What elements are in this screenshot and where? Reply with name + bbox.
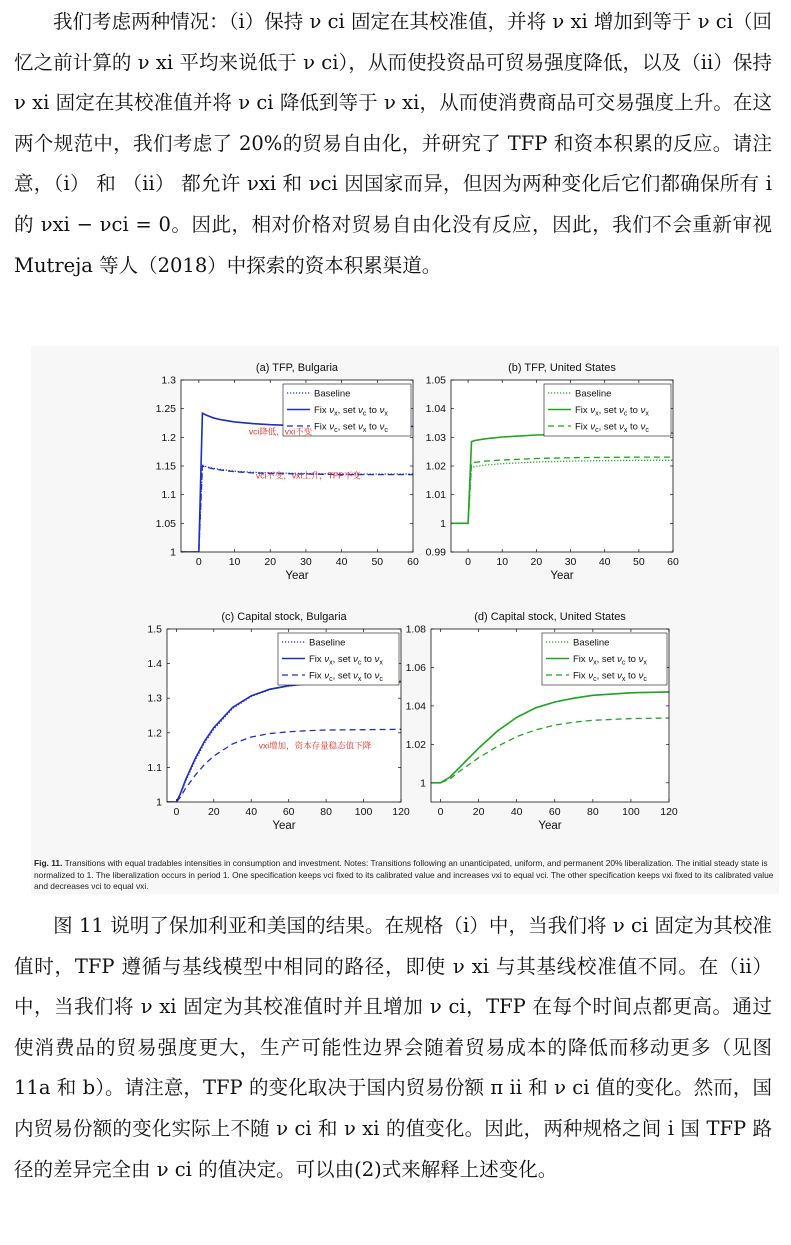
legend-label: Fix $\nu_c$, set $\nu_x$ to $\nu_c$ xyxy=(309,670,383,683)
y-tick-label: 1.06 xyxy=(405,661,426,674)
caption-text: Transitions with equal tradables intensities in consumption and investment. Notes: Transitions following an unanticipated, uniform, and permanent 20% liberalization. The initial steady state is normalized to 1. The liberalization occurs in period 1. One specification keeps νci fixed to its calibrated value and increases νxi to equal νci. The other specification keeps νxi fixed to its calibrated value and decreases νci to equal νxi. xyxy=(34,858,774,891)
y-tick-label: 1.04 xyxy=(405,700,426,713)
chart-panel-4 xyxy=(406,611,678,832)
legend-label: Baseline xyxy=(575,388,612,400)
x-axis-label: Year xyxy=(550,570,574,582)
y-tick-label: 1.1 xyxy=(161,489,176,502)
figure-caption xyxy=(34,858,774,893)
legend xyxy=(544,384,671,436)
x-tick-label: 50 xyxy=(633,556,645,568)
figure-11-charts xyxy=(31,346,779,894)
y-tick-label: 1 xyxy=(156,796,162,809)
legend-label: Fix $\nu_x$, set $\nu_c$ to $\nu_x$ xyxy=(309,654,383,667)
y-tick-label: 1.15 xyxy=(155,460,176,473)
chart-title: (c) Capital stock, Bulgaria xyxy=(221,611,347,623)
body-paragraph-2 xyxy=(14,906,772,1190)
caption-label: Fig. 11. xyxy=(34,858,63,868)
x-tick-label: 100 xyxy=(354,806,373,818)
x-tick-label: 10 xyxy=(228,556,241,568)
annotation-text: vci降低，vxi不变 xyxy=(248,426,313,437)
x-axis-label: Year xyxy=(538,820,562,832)
legend-label: Baseline xyxy=(573,637,610,649)
legend xyxy=(278,633,399,685)
y-tick-label: 1.3 xyxy=(161,374,176,387)
x-tick-label: 60 xyxy=(667,556,679,568)
chart-panel-1 xyxy=(156,362,419,582)
y-tick-label: 1.01 xyxy=(425,489,446,502)
paragraph-2-text: 图 11 说明了保加利亚和美国的结果。在规格（i）中，当我们将 ν ci 固定为其校准值时，TFP 遵循与基线模型中相同的路径，即使 ν xi 与其基线校准值不同。在（ii）中，当我们将 ν xi 固定为其校准值时并且增加 ν ci，TFP 在每个时间点都更高。通过使消费品的贸易强度更大，生产可能性边界会随着贸易成本的降低而移动更多（见图 11a 和 b）。请注意，TFP 的变化取决于国内贸易份额 π ii 和 ν ci 值的变化。然而，国内贸易份额的变化实际上不随 ν ci 和 ν xi 的值变化。因此，两种规格之间 i 国 TFP 路径的差异完全由 ν ci 的值决定。可以由(2)式来解释上述变化。 xyxy=(14,914,772,1181)
paragraph-1-text: 我们考虑两种情况：（i）保持 ν ci 固定在其校准值，并将 ν xi 增加到等于 ν ci（回忆之前计算的 ν xi 平均来说低于 ν ci），从而使投资品可贸易强度降低，以及（ii）保持 ν xi 固定在其校准值并将 ν ci 降低到等于 ν xi，从而使消费商品可交易强度上升。在这两个规范中，我们考虑了 20%的贸易自由化，并研究了 TFP 和资本积累的反应。请注意，（i） 和 （ii） 都允许 νxi 和 νci 因国家而异，但因为两种变化后它们都确保所有 i 的 νxi − νci = 0。因此，相对价格对贸易自由化没有反应，因此，我们不会重新审视 Mutreja 等人（2018）中探索的资本积累渠道。 xyxy=(14,10,772,277)
legend-label: Fix $\nu_x$, set $\nu_c$ to $\nu_x$ xyxy=(575,405,649,418)
x-tick-label: 120 xyxy=(660,806,678,818)
y-tick-label: 1 xyxy=(420,777,426,790)
y-tick-label: 1 xyxy=(440,517,446,530)
x-tick-label: 60 xyxy=(407,556,419,568)
y-tick-label: 1.3 xyxy=(147,692,162,705)
y-tick-label: 1.5 xyxy=(147,623,162,636)
legend-label: Fix $\nu_c$, set $\nu_x$ to $\nu_c$ xyxy=(573,670,647,683)
y-tick-label: 1.08 xyxy=(405,623,426,636)
x-tick-label: 40 xyxy=(335,556,348,568)
legend-label: Fix $\nu_c$, set $\nu_x$ to $\nu_c$ xyxy=(575,421,649,434)
y-tick-label: 1.4 xyxy=(147,658,162,671)
x-tick-label: 10 xyxy=(496,556,509,568)
y-tick-label: 1.04 xyxy=(425,403,446,416)
chart-title: (d) Capital stock, United States xyxy=(474,611,626,623)
chart-panel-2 xyxy=(426,362,679,582)
x-tick-label: 40 xyxy=(510,806,523,818)
legend xyxy=(542,633,667,685)
x-tick-label: 30 xyxy=(564,556,577,568)
x-tick-label: 0 xyxy=(437,806,444,818)
x-axis-label: Year xyxy=(272,820,296,832)
x-tick-label: 0 xyxy=(173,806,180,818)
x-tick-label: 20 xyxy=(472,806,485,818)
y-tick-label: 1.2 xyxy=(147,727,162,740)
legend-label: Baseline xyxy=(309,637,346,649)
x-tick-label: 120 xyxy=(392,806,410,818)
chart-title: (a) TFP, Bulgaria xyxy=(255,362,339,374)
x-tick-label: 20 xyxy=(264,556,277,568)
y-tick-label: 1.03 xyxy=(425,431,446,444)
x-tick-label: 100 xyxy=(622,806,640,818)
body-paragraph-1 xyxy=(14,2,772,286)
x-tick-label: 80 xyxy=(586,806,599,818)
x-axis-label: Year xyxy=(285,570,309,582)
x-tick-label: 60 xyxy=(548,806,561,818)
y-tick-label: 1.02 xyxy=(405,738,426,751)
x-tick-label: 0 xyxy=(465,556,471,568)
legend-label: Baseline xyxy=(314,388,351,400)
x-tick-label: 50 xyxy=(371,556,384,568)
x-tick-label: 40 xyxy=(598,556,611,568)
y-tick-label: 1.25 xyxy=(155,403,176,416)
x-tick-label: 0 xyxy=(195,556,202,568)
annotation-text: vxi增加，资本存量稳态值下降 xyxy=(258,740,372,751)
chart-title: (b) TFP, United States xyxy=(508,362,616,374)
chart-panel-3 xyxy=(147,611,410,832)
y-tick-label: 1.1 xyxy=(147,761,162,774)
y-tick-label: 1 xyxy=(170,546,176,559)
annotation-text: vci不变，vxi上升，TFP不变 xyxy=(255,470,361,481)
y-tick-label: 1.05 xyxy=(425,374,446,387)
x-tick-label: 40 xyxy=(245,806,258,818)
x-tick-label: 20 xyxy=(207,806,220,818)
y-tick-label: 1.05 xyxy=(155,517,176,530)
legend-label: Fix $\nu_x$, set $\nu_c$ to $\nu_x$ xyxy=(314,405,388,418)
legend-label: Fix $\nu_c$, set $\nu_x$ to $\nu_c$ xyxy=(314,421,388,434)
x-tick-label: 60 xyxy=(282,806,295,818)
figure-11 xyxy=(31,346,779,894)
y-tick-label: 0.99 xyxy=(425,546,446,559)
x-tick-label: 80 xyxy=(320,806,332,818)
x-tick-label: 20 xyxy=(530,556,543,568)
x-tick-label: 30 xyxy=(300,556,312,568)
y-tick-label: 1.2 xyxy=(161,431,176,444)
legend-label: Fix $\nu_x$, set $\nu_c$ to $\nu_x$ xyxy=(573,654,647,667)
y-tick-label: 1.02 xyxy=(425,460,446,473)
